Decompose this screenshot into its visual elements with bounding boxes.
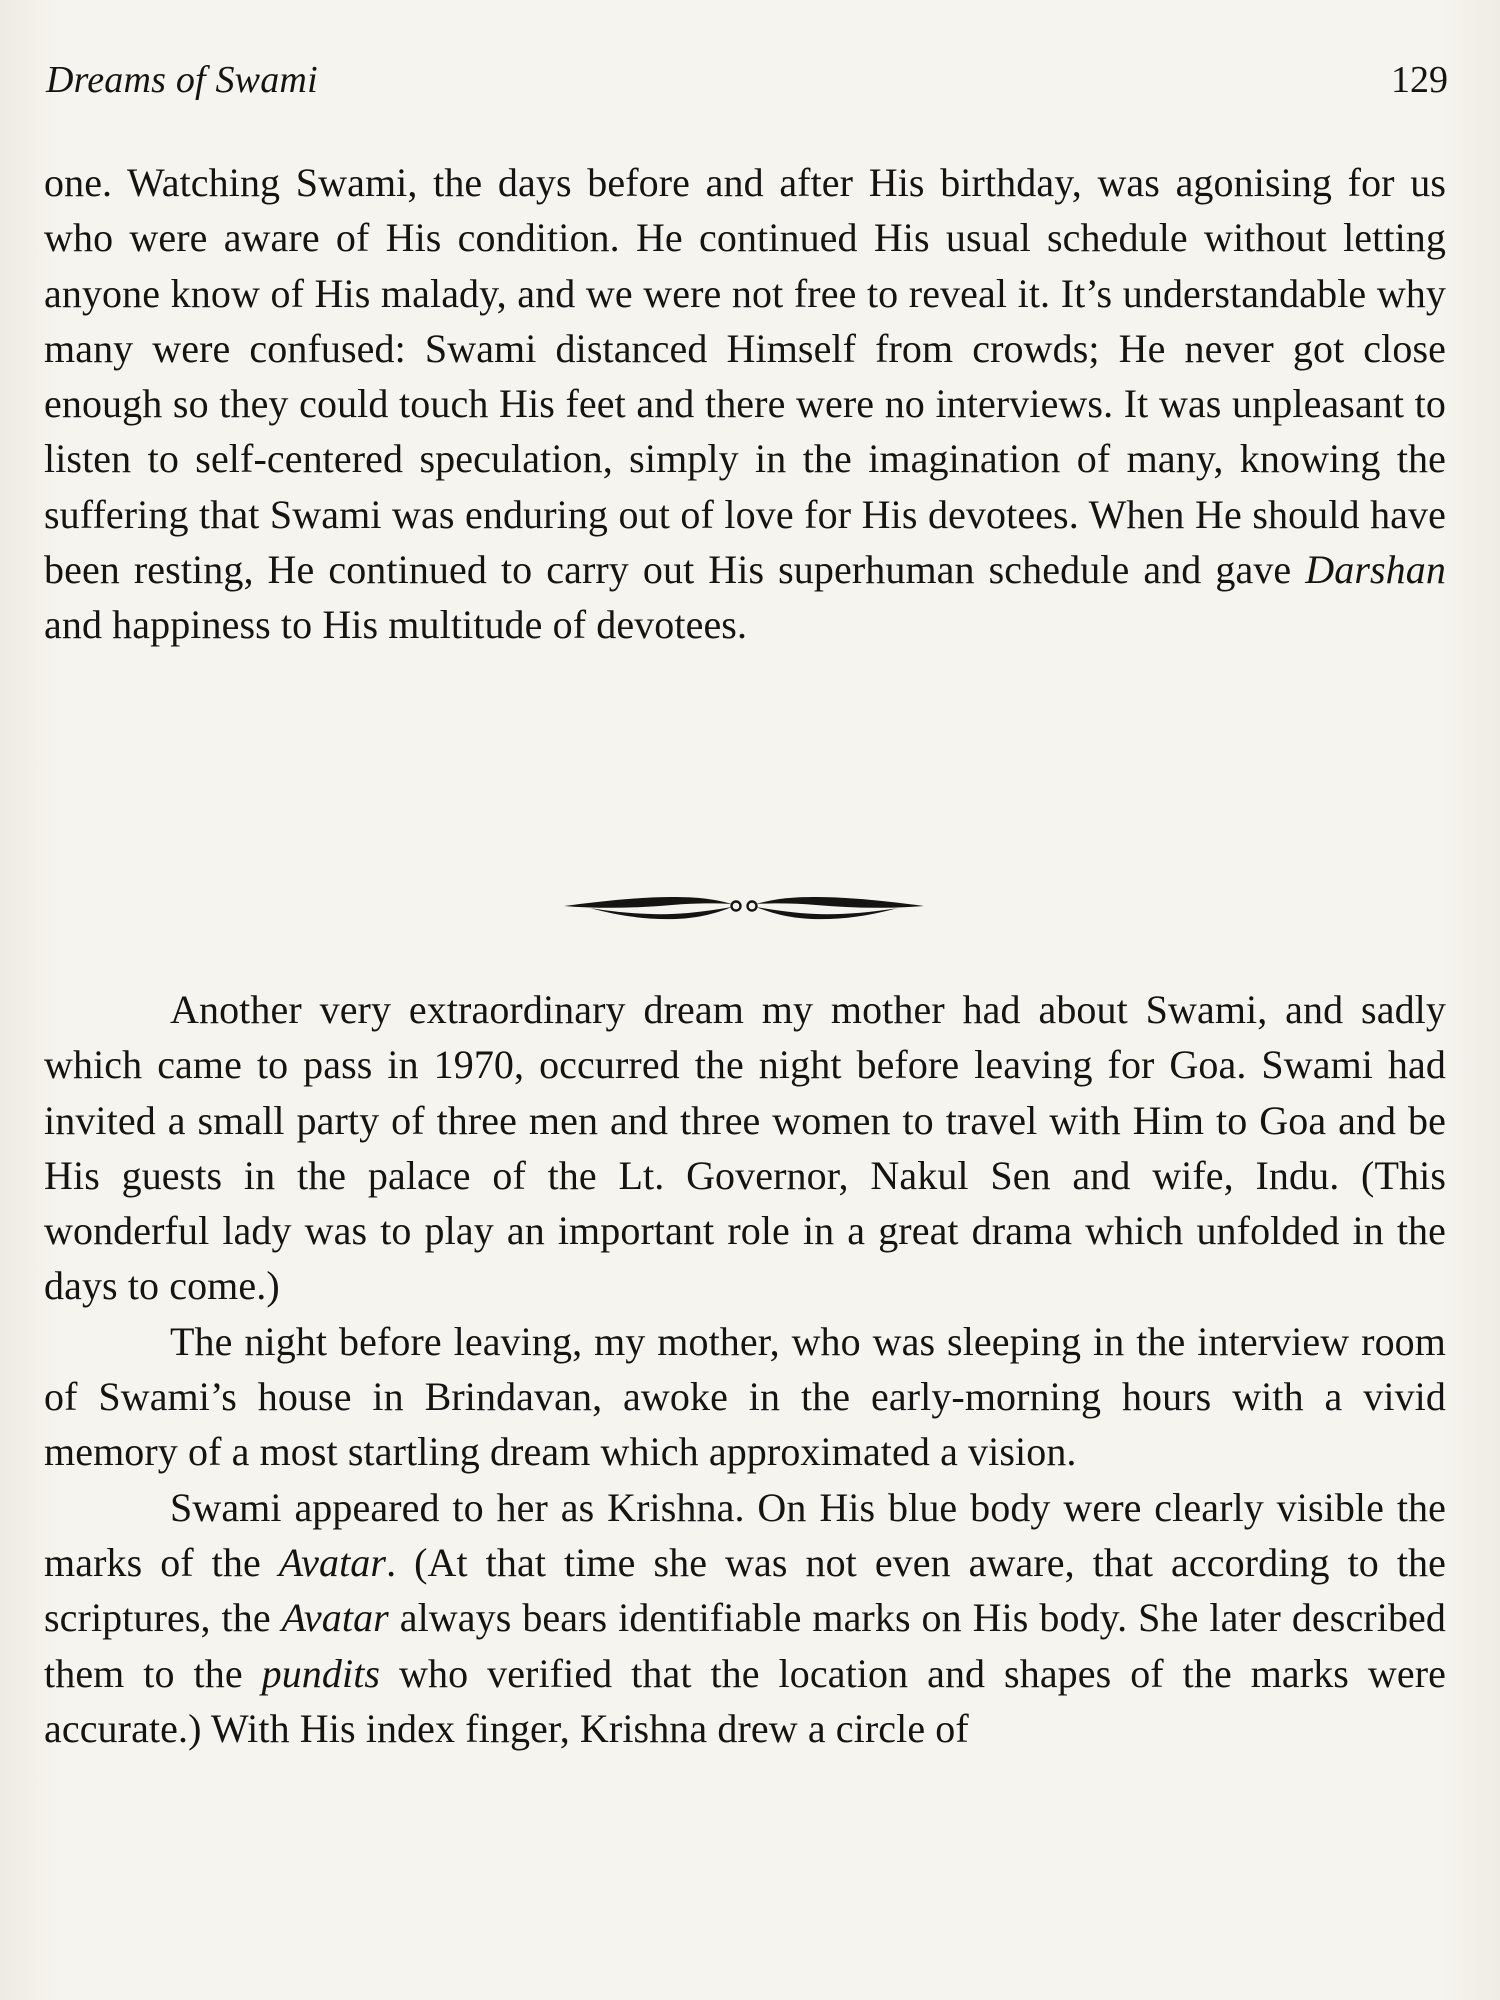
paragraph-1: one. Watching Swami, the days before and after His birthday, was agonising for us who were aware of His condition. He continued His usual schedule without letting anyone know of His malady, and we were not free to reveal it. It’s understandable why many were confused: Swami distanced Himself from crowds; He never got close enough so they could touch His feet and there were no interviews. It was unpleasant to listen to self-centered speculation, simply in the imagination of many, knowing the suffering that Swami was enduring out of love for His devotees. When He should have been resting, He continued to carry out His superhuman schedule and gave Darshan and happiness to His multitude of devotees. [44,160,1446,648]
page-number: 129 [1391,59,1448,101]
italic-term: Darshan [1305,547,1446,593]
italic-term: pundits [261,1650,381,1696]
paragraph-2: Another very extraordinary dream my mother had about Swami, and sadly which came to pass in 1970, occurred the night before leaving for Goa. Swami had invited a small party of three men and three women to travel with Him to Goa and be His guests in the palace of the Lt. Governor, Nakul Sen and wife, Indu. (This wonderful lady was to play an important role in a great drama which unfolded in the days to come.) [44,987,1446,1309]
italic-term: Avatar [281,1595,389,1641]
paragraph-3: The night before leaving, my mother, who was sleeping in the interview room of Swami’s house in Brindavan, awoke in the early-morning hours with a vivid memory of a most startling dream which approximated a vision. [44,1318,1446,1475]
running-head: Dreams of Swami [46,59,318,101]
italic-term: Avatar [278,1539,387,1585]
body-text [44,155,1446,653]
paragraph-4: Swami appeared to her as Krishna. On His blue body were clearly visible the marks of the Avatar. (At that time she was not even aware, that according to the scriptures, the Avatar always bears identifiable marks on His body. She later described them to the pundits who verified that the location and shapes of the marks were accurate.) With His index finger, Krishna drew a circle of [44,1484,1446,1751]
page-header [46,58,1448,108]
scroll-flourish-divider-icon [562,889,926,923]
body-text-continued [44,982,1446,1756]
